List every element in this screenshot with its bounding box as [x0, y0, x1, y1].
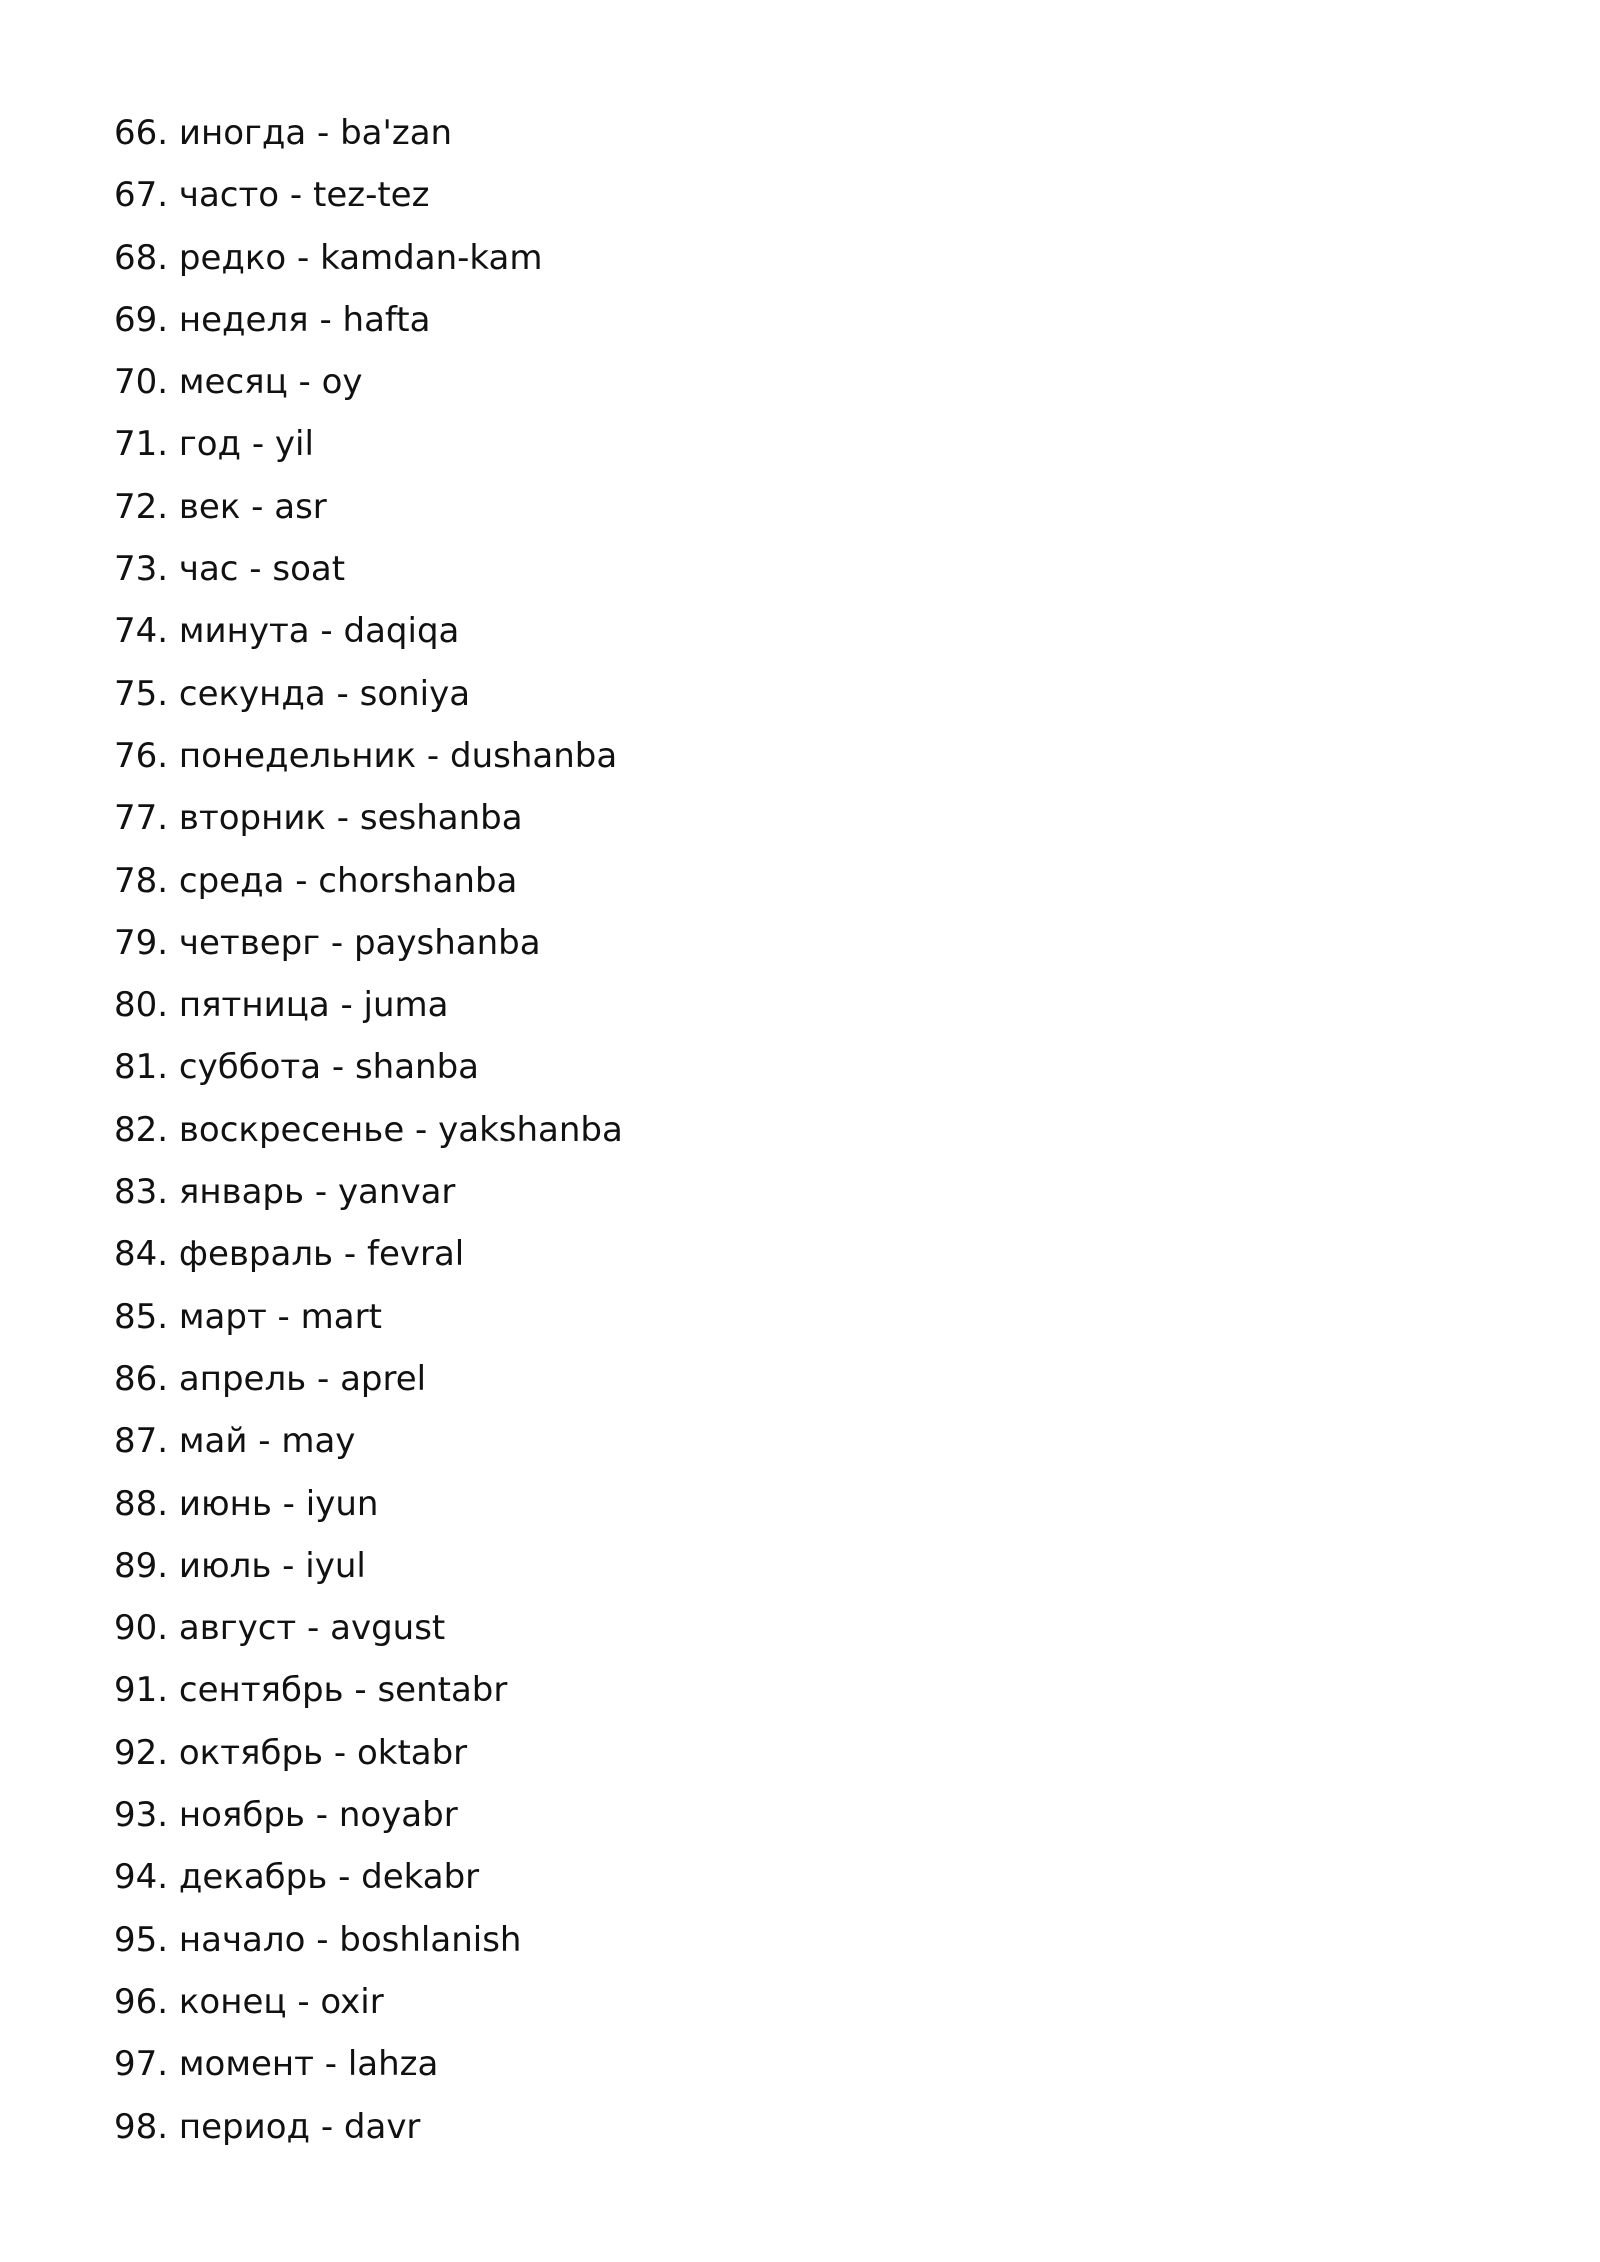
list-item: 92. октябрь - oktabr: [114, 1732, 468, 1773]
list-item: 70. месяц - oy: [114, 362, 363, 403]
list-item: 66. иногда - ba'zan: [114, 113, 453, 153]
list-item: 84. февраль - fevral: [114, 1234, 465, 1275]
list-item: 88. июнь - iyun: [114, 1483, 379, 1524]
list-item: 73. час - soat: [114, 549, 346, 590]
list-item: 98. период - davr: [114, 2106, 421, 2147]
list-item: 75. секунда - soniya: [114, 673, 471, 714]
list-item: 82. воскресенье - yakshanba: [114, 1109, 623, 1150]
list-item: 90. август - avgust: [114, 1608, 446, 1649]
list-item: 85. март - mart: [114, 1296, 382, 1337]
list-item: 94. декабрь - dekabr: [114, 1857, 480, 1898]
list-item: 89. июль - iyul: [114, 1545, 366, 1586]
list-item: 67. часто - tez-tez: [114, 175, 430, 216]
list-item: 69. неделя - hafta: [114, 299, 431, 340]
list-item: 72. век - asr: [114, 486, 327, 527]
list-item: 87. май - may: [114, 1421, 356, 1462]
list-item: 97. момент - lahza: [114, 2044, 439, 2085]
list-item: 71. год - yil: [114, 424, 314, 465]
list-item: 77. вторник - seshanba: [114, 798, 523, 839]
list-item: 95. начало - boshlanish: [114, 1919, 522, 1960]
list-item: 81. суббота - shanba: [114, 1047, 480, 1088]
list-item: 74. минута - daqiqa: [114, 611, 460, 652]
list-item: 96. конец - oxir: [114, 1981, 384, 2022]
list-item: 78. среда - chorshanba: [114, 860, 518, 901]
list-item: 83. январь - yanvar: [114, 1172, 456, 1213]
list-item: 91. сентябрь - sentabr: [114, 1670, 508, 1711]
list-item: 93. ноябрь - noyabr: [114, 1795, 458, 1836]
vocabulary-list: [114, 108, 623, 2164]
list-item: 79. четверг - payshanba: [114, 922, 541, 963]
list-item: 86. апрель - aprel: [114, 1358, 427, 1399]
list-item: 68. редко - kamdan-kam: [114, 237, 543, 278]
list-item: 76. понедельник - dushanba: [114, 735, 618, 776]
list-item: 80. пятница - juma: [114, 985, 449, 1026]
